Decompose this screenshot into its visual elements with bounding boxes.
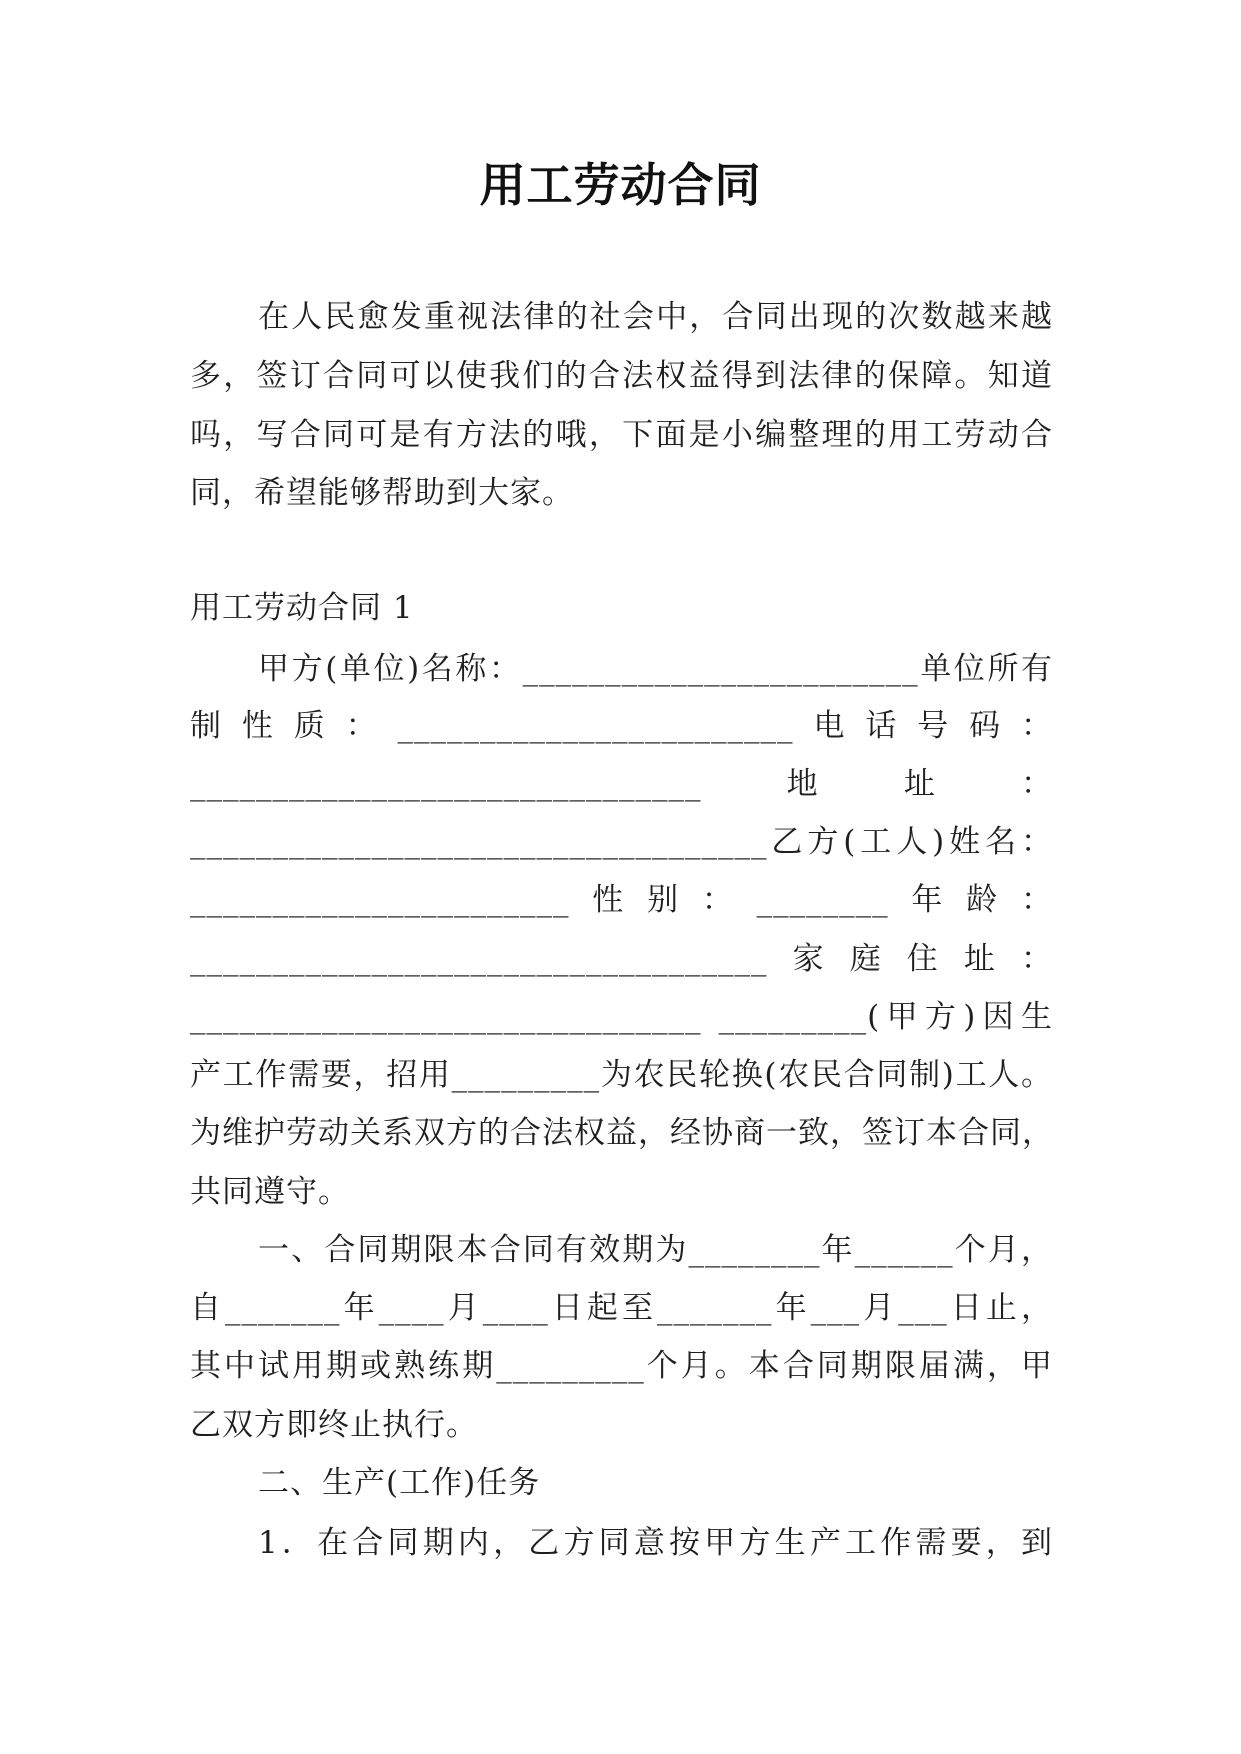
contract-line-gender-age: _______________________性别：________年龄：	[190, 882, 1053, 918]
document-title: 用工劳动合同	[479, 158, 762, 212]
contract-line: 为维护劳动关系双方的合法权益，经协商一致，签订本合同，	[190, 1115, 1054, 1151]
section-heading: 用工劳动合同 1	[190, 590, 414, 626]
intro-line: 吗，写合同可是有方法的哦，下面是小编整理的用工劳动合	[190, 417, 1053, 453]
contract-line-address: _______________________________地址：	[190, 766, 1053, 802]
clause-term-line: 一、合同期限本合同有效期为________年______个月，	[258, 1232, 1053, 1268]
intro-line: 多，签订合同可以使我们的合法权益得到法律的保障。知道	[190, 358, 1053, 394]
intro-line: 在人民愈发重视法律的社会中，合同出现的次数越来越	[258, 299, 1053, 335]
contract-line-party-a-name: 甲方(单位)名称：________________________单位所有	[258, 651, 1053, 687]
clause-term-line: 其中试用期或熟练期_________个月。本合同期限届满，甲	[190, 1348, 1053, 1384]
contract-line-party-b-name: ___________________________________乙方(工人)姓名：	[190, 824, 1053, 860]
contract-line-home-address: ___________________________________家庭住址：	[190, 941, 1053, 977]
clause-term-line: 自_______年____月____日起至_______年___月___日止，	[190, 1290, 1053, 1326]
clause-task-line: 1．在合同期内，乙方同意按甲方生产工作需要，到	[258, 1525, 1053, 1561]
contract-line: 共同遵守。	[190, 1174, 350, 1210]
clause-term-line: 乙双方即终止执行。	[190, 1407, 478, 1443]
intro-line: 同，希望能够帮助到大家。	[190, 475, 574, 511]
contract-line: 产工作需要，招用_________为农民轮换(农民合同制)工人。	[190, 1057, 1053, 1093]
clause-heading: 二、生产(工作)任务	[258, 1465, 541, 1501]
contract-line: _______________________________ _________(甲方)因生	[190, 999, 1053, 1035]
contract-line-ownership-phone: 制性质：________________________电话号码：	[190, 708, 1053, 744]
